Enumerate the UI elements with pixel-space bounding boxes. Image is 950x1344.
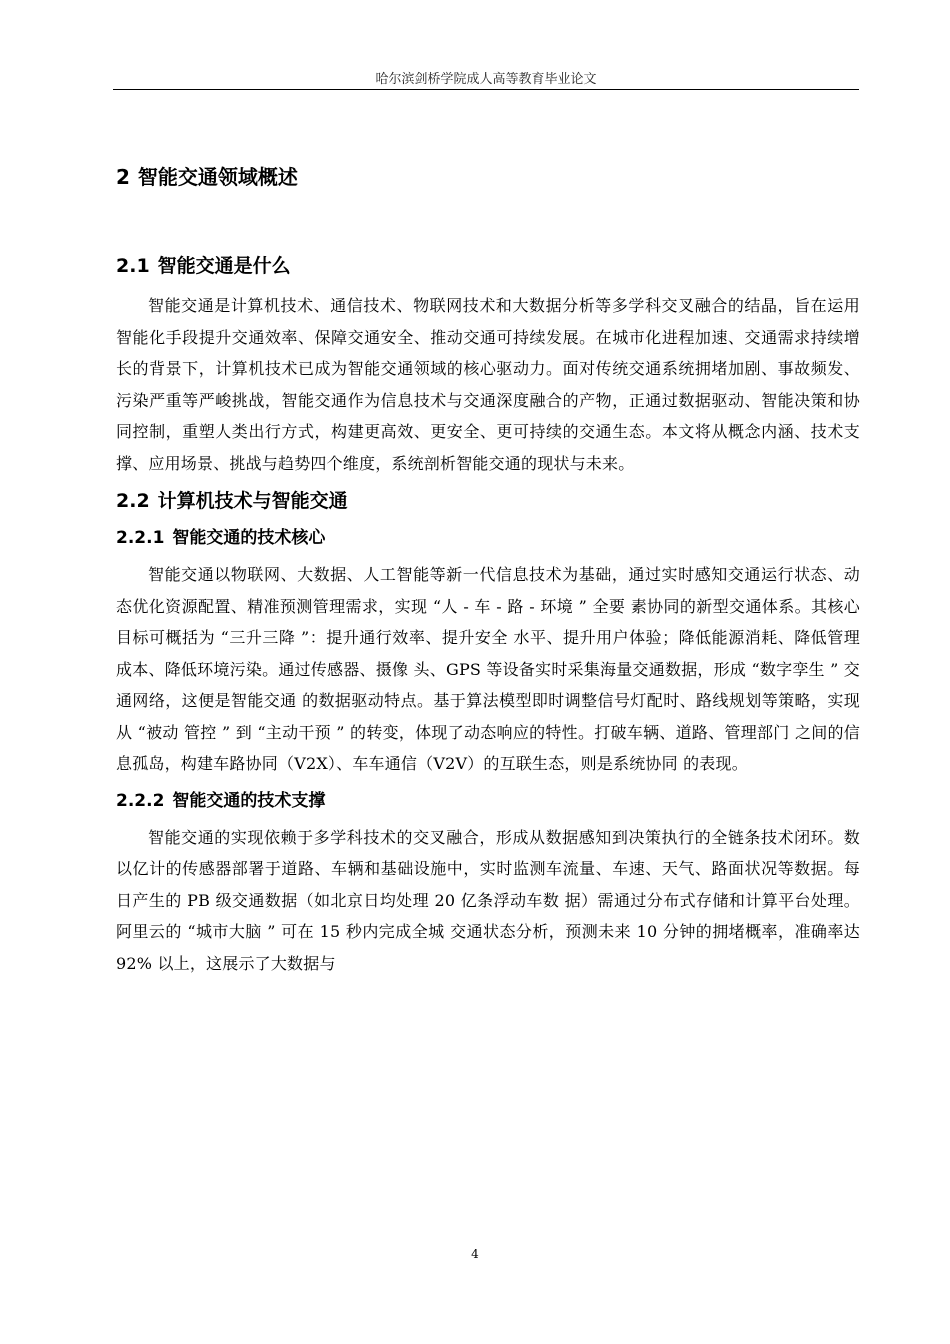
section-2-2-number: 2.2 — [116, 490, 150, 512]
section-2-2-heading — [116, 485, 860, 517]
section-2-2-1-heading — [116, 523, 860, 553]
section-2-1-title: 智能交通是什么 — [157, 255, 291, 277]
header-rule — [113, 89, 859, 90]
section-2-2-2-number: 2.2.2 — [116, 790, 165, 811]
section-2-2-1-paragraph: 智能交通以物联网、大数据、人工智能等新一代信息技术为基础，通过实时感知交通运行状态、动态优化资源配置、精准预测管理需求，实现 “人 - 车 - 路 - 环境 ” 全要 素协同的新型交通体系。其核心目标可概括为 “三升三降 ”：提升通行效率、提升安全 水平、提升用户体验；降低能源消耗、降低管理成本、降低环境污染。通过传感器、摄像 头、GPS 等设备实时采集海量交通数据，形成 “数字孪生 ” 交通网络，这便是智能交通 的数据驱动特点。基于算法模型即时调整信号灯配时、路线规划等策略，实现从 “被动 管控 ” 到 “主动干预 ” 的转变，体现了动态响应的特性。打破车辆、道路、管理部门 之间的信息孤岛，构建车路协同（V2X）、车车通信（V2V）的互联生态，则是系统协同 的表现。 — [116, 565, 860, 773]
section-2-2-2-heading — [116, 786, 860, 816]
section-2-1-number: 2.1 — [116, 255, 150, 277]
section-2-2-2-title: 智能交通的技术支撑 — [172, 790, 326, 811]
section-2-2-2-paragraph: 智能交通的实现依赖于多学科技术的交叉融合，形成从数据感知到决策执行的全链条技术闭环。数以亿计的传感器部署于道路、车辆和基础设施中，实时监测车流量、车速、天气、路面状况等数据。每日产生的 PB 级交通数据（如北京日均处理 20 亿条浮动车数 据）需通过分布式存储和计算平台处理。阿里云的 “城市大脑 ” 可在 15 秒内完成全城 交通状态分析，预测未来 10 分钟的拥堵概率，准确率达 92% 以上，这展示了大数据与 — [116, 827, 860, 973]
page-content — [116, 160, 860, 979]
chapter-number: 2 — [116, 165, 130, 189]
section-2-2-title: 计算机技术与智能交通 — [157, 490, 348, 512]
section-2-1-paragraph: 智能交通是计算机技术、通信技术、物联网技术和大数据分析等多学科交叉融合的结晶，旨在运用智能化手段提升交通效率、保障交通安全、推动交通可持续发展。在城市化进程加速、交通需求持续增长的背景下，计算机技术已成为智能交通领域的核心驱动力。面对传统交通系统拥堵加剧、事故频发、污染严重等严峻挑战，智能交通作为信息技术与交通深度融合的产物，正通过数据驱动、智能决策和协同控制，重塑人类出行方式，构建更高效、更安全、更可持续的交通生态。本文将从概念内涵、技术支撑、应用场景、挑战与趋势四个维度，系统剖析智能交通的现状与未来。 — [116, 296, 860, 473]
section-2-2-1-number: 2.2.1 — [116, 528, 165, 548]
page-header: 哈尔滨剑桥学院成人高等教育毕业论文 — [375, 72, 597, 87]
section-2-1-heading — [116, 250, 860, 282]
section-2-2-1-title: 智能交通的技术核心 — [172, 528, 326, 548]
page-number: 4 — [471, 1247, 479, 1261]
chapter-heading — [116, 160, 860, 194]
chapter-title: 智能交通领域概述 — [137, 165, 298, 189]
